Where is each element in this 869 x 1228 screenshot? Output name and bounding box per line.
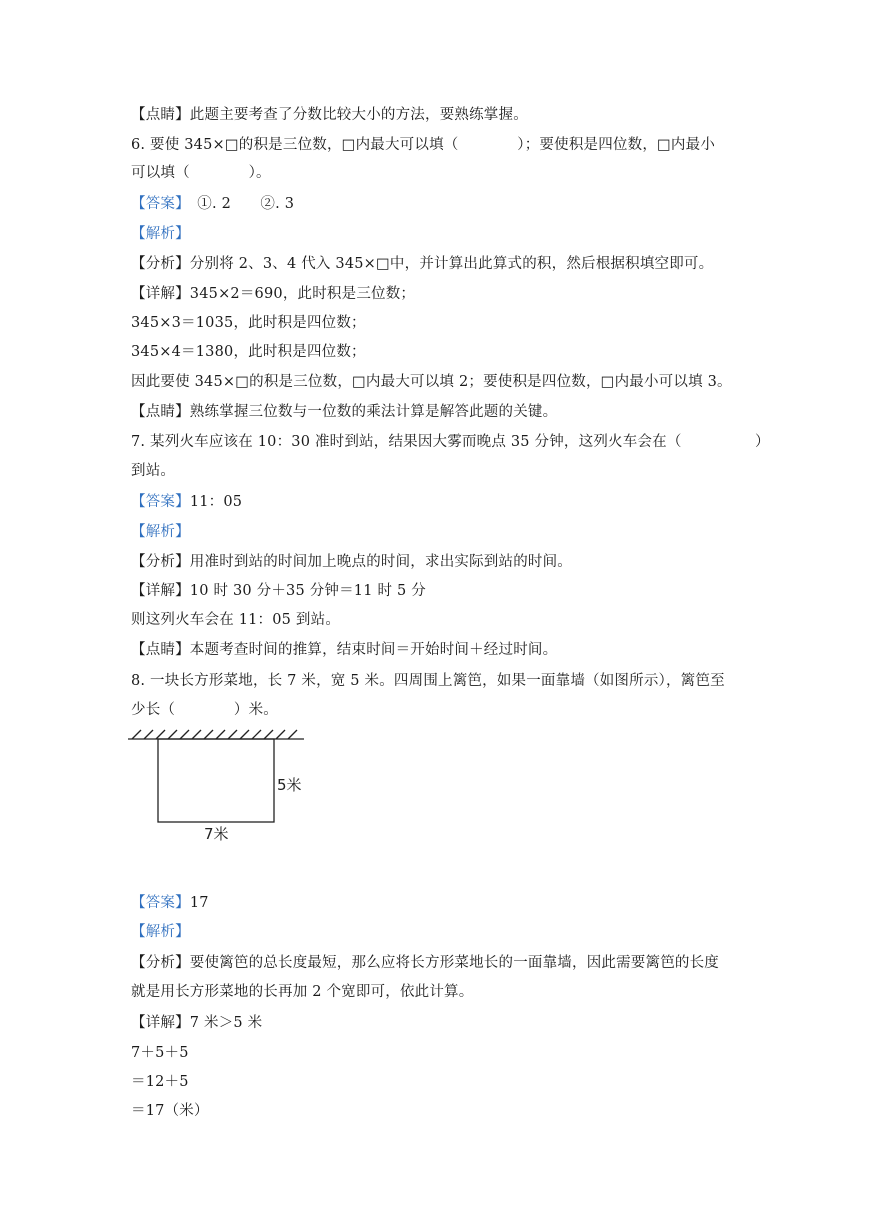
question-6-line-1: 6. 要使 345×□的积是三位数，□内最大可以填（ ）；要使积是四位数，□内最小: [131, 137, 716, 153]
fenxi-8-line-2: 就是用长方形菜地的长再加 2 个宽即可，依此计算。: [131, 984, 474, 1000]
vegetable-plot-rectangle: [158, 739, 274, 822]
xiangjie-8-line-2: 7＋5＋5: [131, 1045, 189, 1061]
fence-diagram: [128, 728, 318, 848]
xiangjie-8-line-1: 【详解】7 米＞5 米: [131, 1015, 263, 1031]
question-6-line-2: 可以填（ ）。: [131, 165, 271, 181]
answer-value: 11：05: [189, 494, 243, 510]
question-7-line-2: 到站。: [131, 463, 176, 479]
answer-value: 17: [189, 895, 209, 911]
xiangjie-6-line-4: 因此要使 345×□的积是三位数，□内最大可以填 2；要使积是四位数，□内最小可以填 3。: [131, 374, 732, 390]
analysis-label-6: 【解析】: [131, 226, 190, 242]
dianjing-5: 【点睛】此题主要考查了分数比较大小的方法，要熟练掌握。: [131, 107, 528, 123]
answer-6: [131, 194, 294, 214]
fenxi-8-line-1: 【分析】要使篱笆的总长度最短，那么应将长方形菜地长的一面靠墙，因此需要篱笆的长度: [131, 955, 719, 971]
width-label: 5米: [277, 776, 302, 794]
fenxi-7: 【分析】用准时到站的时间加上晚点的时间，求出实际到站的时间。: [131, 554, 572, 570]
question-8-line-2: 少长（ ）米。: [131, 702, 278, 718]
wall-hatching: [128, 730, 304, 739]
xiangjie-8-line-3: ＝12＋5: [131, 1074, 189, 1090]
dianjing-6: 【点睛】熟练掌握三位数与一位数的乘法计算是解答此题的关键。: [131, 404, 558, 420]
dianjing-7: 【点睛】本题考查时间的推算，结束时间＝开始时间＋经过时间。: [131, 642, 558, 658]
answer-label: 【答案】: [131, 196, 183, 212]
xiangjie-6-line-2: 345×3＝1035，此时积是四位数；: [131, 315, 366, 331]
xiangjie-6-line-3: 345×4＝1380，此时积是四位数；: [131, 344, 366, 360]
answer-value: ①. 2 ②. 3: [182, 196, 295, 212]
xiangjie-7-line-1: 【详解】10 时 30 分＋35 分钟＝11 时 5 分: [131, 583, 426, 599]
answer-8: [131, 893, 209, 913]
question-8-line-1: 8. 一块长方形菜地，长 7 米，宽 5 米。四周围上篱笆，如果一面靠墙（如图所示），篱笆至: [131, 673, 725, 689]
xiangjie-6-line-1: 【详解】345×2＝690，此时积是三位数；: [131, 286, 416, 302]
question-7-line-1: 7. 某列火车应该在 10：30 准时到站，结果因大雾而晚点 35 分钟，这列火车会在（ ）: [131, 434, 770, 450]
length-label: 7米: [204, 825, 229, 843]
analysis-label-7: 【解析】: [131, 524, 190, 540]
analysis-label-8: 【解析】: [131, 924, 190, 940]
answer-7: [131, 492, 242, 512]
answer-label: 【答案】: [131, 494, 190, 510]
fenxi-6: 【分析】分别将 2、3、4 代入 345×□中，并计算出此算式的积，然后根据积填空即可。: [131, 256, 714, 272]
answer-label: 【答案】: [131, 895, 190, 911]
xiangjie-8-line-4: ＝17（米）: [131, 1103, 209, 1119]
xiangjie-7-line-2: 则这列火车会在 11：05 到站。: [131, 612, 341, 628]
